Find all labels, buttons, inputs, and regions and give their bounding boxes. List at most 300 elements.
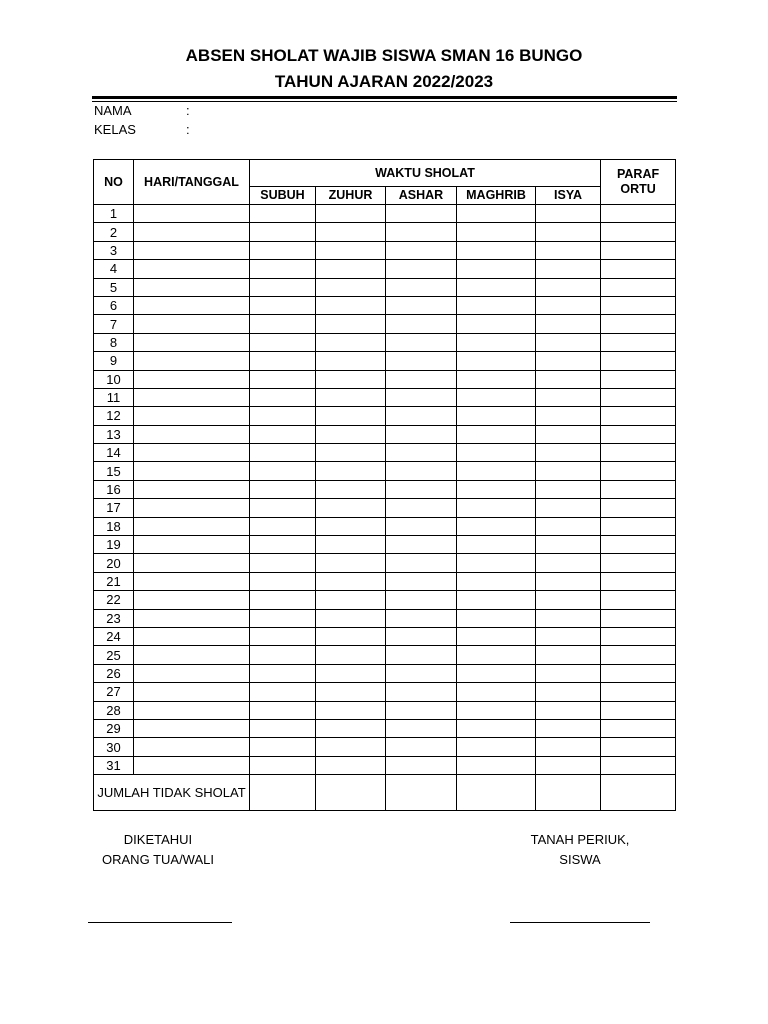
- zuhur-cell[interactable]: [316, 627, 386, 645]
- maghrib-cell[interactable]: [457, 572, 536, 590]
- maghrib-cell[interactable]: [457, 499, 536, 517]
- date-cell[interactable]: [134, 499, 250, 517]
- subuh-cell[interactable]: [250, 572, 316, 590]
- ashar-cell[interactable]: [386, 664, 457, 682]
- row-number: 19: [94, 536, 134, 554]
- maghrib-cell[interactable]: [457, 554, 536, 572]
- zuhur-cell[interactable]: [316, 738, 386, 756]
- zuhur-cell[interactable]: [316, 719, 386, 737]
- table-row: [94, 591, 676, 609]
- isya-cell[interactable]: [536, 388, 601, 406]
- isya-cell[interactable]: [536, 278, 601, 296]
- maghrib-cell[interactable]: [457, 609, 536, 627]
- ashar-cell[interactable]: [386, 278, 457, 296]
- paraf-cell[interactable]: [601, 554, 676, 572]
- zuhur-cell[interactable]: [316, 407, 386, 425]
- row-number: 1: [94, 205, 134, 223]
- total-isya[interactable]: [536, 775, 601, 811]
- isya-cell[interactable]: [536, 719, 601, 737]
- date-cell[interactable]: [134, 407, 250, 425]
- row-number: 15: [94, 462, 134, 480]
- paraf-cell[interactable]: [601, 407, 676, 425]
- table-row: [94, 664, 676, 682]
- zuhur-cell[interactable]: [316, 333, 386, 351]
- row-number: 22: [94, 591, 134, 609]
- total-ashar[interactable]: [386, 775, 457, 811]
- ashar-cell[interactable]: [386, 517, 457, 535]
- ashar-cell[interactable]: [386, 205, 457, 223]
- date-cell[interactable]: [134, 241, 250, 259]
- zuhur-cell[interactable]: [316, 756, 386, 774]
- table-row: [94, 572, 676, 590]
- table-row: [94, 407, 676, 425]
- ashar-cell[interactable]: [386, 756, 457, 774]
- row-number: 20: [94, 554, 134, 572]
- header-no: NO: [94, 160, 134, 205]
- zuhur-cell[interactable]: [316, 499, 386, 517]
- paraf-cell[interactable]: [601, 462, 676, 480]
- isya-cell[interactable]: [536, 572, 601, 590]
- table-row: [94, 517, 676, 535]
- zuhur-cell[interactable]: [316, 296, 386, 314]
- paraf-cell[interactable]: [601, 517, 676, 535]
- table-row: [94, 646, 676, 664]
- paraf-cell[interactable]: [601, 296, 676, 314]
- maghrib-cell[interactable]: [457, 664, 536, 682]
- ashar-cell[interactable]: [386, 241, 457, 259]
- paraf-cell[interactable]: [601, 278, 676, 296]
- paraf-cell[interactable]: [601, 444, 676, 462]
- subuh-cell[interactable]: [250, 554, 316, 572]
- paraf-cell[interactable]: [601, 591, 676, 609]
- paraf-cell[interactable]: [601, 701, 676, 719]
- subuh-cell[interactable]: [250, 278, 316, 296]
- date-cell[interactable]: [134, 683, 250, 701]
- ashar-cell[interactable]: [386, 296, 457, 314]
- total-subuh[interactable]: [250, 775, 316, 811]
- subuh-cell[interactable]: [250, 646, 316, 664]
- maghrib-cell[interactable]: [457, 536, 536, 554]
- zuhur-cell[interactable]: [316, 370, 386, 388]
- row-number: 29: [94, 719, 134, 737]
- subuh-cell[interactable]: [250, 296, 316, 314]
- table-row: [94, 719, 676, 737]
- paraf-cell[interactable]: [601, 352, 676, 370]
- ashar-cell[interactable]: [386, 370, 457, 388]
- subuh-cell[interactable]: [250, 315, 316, 333]
- row-number: 26: [94, 664, 134, 682]
- subuh-cell[interactable]: [250, 444, 316, 462]
- isya-cell[interactable]: [536, 609, 601, 627]
- table-row: [94, 444, 676, 462]
- ashar-cell[interactable]: [386, 333, 457, 351]
- subuh-cell[interactable]: [250, 388, 316, 406]
- subuh-cell[interactable]: [250, 701, 316, 719]
- paraf-cell[interactable]: [601, 756, 676, 774]
- subuh-cell[interactable]: [250, 462, 316, 480]
- ashar-cell[interactable]: [386, 499, 457, 517]
- row-number: 10: [94, 370, 134, 388]
- date-cell[interactable]: [134, 278, 250, 296]
- row-number: 30: [94, 738, 134, 756]
- maghrib-cell[interactable]: [457, 315, 536, 333]
- zuhur-cell[interactable]: [316, 683, 386, 701]
- paraf-cell[interactable]: [601, 425, 676, 443]
- row-number: 5: [94, 278, 134, 296]
- ashar-cell[interactable]: [386, 627, 457, 645]
- maghrib-cell[interactable]: [457, 407, 536, 425]
- paraf-cell[interactable]: [601, 205, 676, 223]
- maghrib-cell[interactable]: [457, 480, 536, 498]
- zuhur-cell[interactable]: [316, 260, 386, 278]
- row-number: 27: [94, 683, 134, 701]
- maghrib-cell[interactable]: [457, 223, 536, 241]
- row-number: 24: [94, 627, 134, 645]
- footer-student: [510, 830, 650, 870]
- maghrib-cell[interactable]: [457, 462, 536, 480]
- table-row: [94, 425, 676, 443]
- date-cell[interactable]: [134, 352, 250, 370]
- isya-cell[interactable]: [536, 701, 601, 719]
- ashar-cell[interactable]: [386, 609, 457, 627]
- zuhur-cell[interactable]: [316, 352, 386, 370]
- isya-cell[interactable]: [536, 205, 601, 223]
- date-cell[interactable]: [134, 627, 250, 645]
- zuhur-cell[interactable]: [316, 223, 386, 241]
- date-cell[interactable]: [134, 536, 250, 554]
- maghrib-cell[interactable]: [457, 425, 536, 443]
- isya-cell[interactable]: [536, 499, 601, 517]
- subuh-cell[interactable]: [250, 738, 316, 756]
- paraf-cell[interactable]: [601, 719, 676, 737]
- zuhur-cell[interactable]: [316, 591, 386, 609]
- subuh-cell[interactable]: [250, 407, 316, 425]
- zuhur-cell[interactable]: [316, 609, 386, 627]
- zuhur-cell[interactable]: [316, 517, 386, 535]
- paraf-cell[interactable]: [601, 609, 676, 627]
- maghrib-cell[interactable]: [457, 591, 536, 609]
- paraf-cell[interactable]: [601, 223, 676, 241]
- date-cell[interactable]: [134, 315, 250, 333]
- isya-cell[interactable]: [536, 664, 601, 682]
- zuhur-cell[interactable]: [316, 462, 386, 480]
- header-isya: ISYA: [536, 187, 601, 205]
- row-number: 21: [94, 572, 134, 590]
- row-number: 12: [94, 407, 134, 425]
- table-row: [94, 480, 676, 498]
- table-row: [94, 683, 676, 701]
- row-number: 7: [94, 315, 134, 333]
- field-nama: [94, 103, 190, 119]
- attendance-table: [93, 159, 676, 811]
- subuh-cell[interactable]: [250, 333, 316, 351]
- zuhur-cell[interactable]: [316, 315, 386, 333]
- isya-cell[interactable]: [536, 315, 601, 333]
- subuh-cell[interactable]: [250, 425, 316, 443]
- paraf-cell[interactable]: [601, 627, 676, 645]
- table-row: [94, 462, 676, 480]
- isya-cell[interactable]: [536, 352, 601, 370]
- paraf-cell[interactable]: [601, 738, 676, 756]
- isya-cell[interactable]: [536, 646, 601, 664]
- maghrib-cell[interactable]: [457, 646, 536, 664]
- ashar-cell[interactable]: [386, 388, 457, 406]
- isya-cell[interactable]: [536, 627, 601, 645]
- ashar-cell[interactable]: [386, 223, 457, 241]
- subuh-cell[interactable]: [250, 591, 316, 609]
- paraf-cell[interactable]: [601, 241, 676, 259]
- ashar-cell[interactable]: [386, 738, 457, 756]
- ashar-cell[interactable]: [386, 554, 457, 572]
- maghrib-cell[interactable]: [457, 388, 536, 406]
- ashar-cell[interactable]: [386, 572, 457, 590]
- paraf-cell[interactable]: [601, 480, 676, 498]
- date-cell[interactable]: [134, 554, 250, 572]
- zuhur-cell[interactable]: [316, 241, 386, 259]
- ashar-cell[interactable]: [386, 683, 457, 701]
- ashar-cell[interactable]: [386, 260, 457, 278]
- subuh-cell[interactable]: [250, 352, 316, 370]
- date-cell[interactable]: [134, 205, 250, 223]
- subuh-cell[interactable]: [250, 205, 316, 223]
- paraf-cell[interactable]: [601, 683, 676, 701]
- row-number: 11: [94, 388, 134, 406]
- row-number: 17: [94, 499, 134, 517]
- header-subuh: SUBUH: [250, 187, 316, 205]
- row-number: 9: [94, 352, 134, 370]
- zuhur-cell[interactable]: [316, 646, 386, 664]
- row-number: 14: [94, 444, 134, 462]
- table-row: [94, 315, 676, 333]
- ashar-cell[interactable]: [386, 591, 457, 609]
- date-cell[interactable]: [134, 444, 250, 462]
- zuhur-cell[interactable]: [316, 444, 386, 462]
- zuhur-cell[interactable]: [316, 536, 386, 554]
- subuh-cell[interactable]: [250, 260, 316, 278]
- paraf-cell[interactable]: [601, 388, 676, 406]
- isya-cell[interactable]: [536, 260, 601, 278]
- maghrib-cell[interactable]: [457, 296, 536, 314]
- zuhur-cell[interactable]: [316, 425, 386, 443]
- signature-line-parent: [88, 922, 232, 923]
- table-row: [94, 241, 676, 259]
- isya-cell[interactable]: [536, 683, 601, 701]
- row-number: 28: [94, 701, 134, 719]
- date-cell[interactable]: [134, 591, 250, 609]
- date-cell[interactable]: [134, 425, 250, 443]
- zuhur-cell[interactable]: [316, 572, 386, 590]
- date-cell[interactable]: [134, 480, 250, 498]
- maghrib-cell[interactable]: [457, 683, 536, 701]
- subuh-cell[interactable]: [250, 683, 316, 701]
- date-cell[interactable]: [134, 572, 250, 590]
- zuhur-cell[interactable]: [316, 480, 386, 498]
- table-row: [94, 223, 676, 241]
- maghrib-cell[interactable]: [457, 260, 536, 278]
- isya-cell[interactable]: [536, 407, 601, 425]
- zuhur-cell[interactable]: [316, 554, 386, 572]
- isya-cell[interactable]: [536, 425, 601, 443]
- date-cell[interactable]: [134, 719, 250, 737]
- subuh-cell[interactable]: [250, 480, 316, 498]
- ashar-cell[interactable]: [386, 315, 457, 333]
- total-zuhur[interactable]: [316, 775, 386, 811]
- date-cell[interactable]: [134, 223, 250, 241]
- table-row: [94, 756, 676, 774]
- row-number: 16: [94, 480, 134, 498]
- paraf-cell[interactable]: [601, 260, 676, 278]
- date-cell[interactable]: [134, 646, 250, 664]
- table-row: [94, 296, 676, 314]
- ashar-cell[interactable]: [386, 407, 457, 425]
- date-cell[interactable]: [134, 370, 250, 388]
- zuhur-cell[interactable]: [316, 388, 386, 406]
- ashar-cell[interactable]: [386, 480, 457, 498]
- zuhur-cell[interactable]: [316, 205, 386, 223]
- table-row: [94, 701, 676, 719]
- row-number: 2: [94, 223, 134, 241]
- date-cell[interactable]: [134, 701, 250, 719]
- maghrib-cell[interactable]: [457, 370, 536, 388]
- paraf-cell[interactable]: [601, 536, 676, 554]
- date-cell[interactable]: [134, 296, 250, 314]
- table-row: [94, 738, 676, 756]
- isya-cell[interactable]: [536, 480, 601, 498]
- field-nama-sep: :: [186, 103, 190, 118]
- isya-cell[interactable]: [536, 296, 601, 314]
- ashar-cell[interactable]: [386, 536, 457, 554]
- date-cell[interactable]: [134, 388, 250, 406]
- maghrib-cell[interactable]: [457, 701, 536, 719]
- subuh-cell[interactable]: [250, 223, 316, 241]
- date-cell[interactable]: [134, 333, 250, 351]
- table-row: [94, 260, 676, 278]
- field-nama-label: NAMA: [94, 103, 132, 118]
- date-cell[interactable]: [134, 609, 250, 627]
- subuh-cell[interactable]: [250, 664, 316, 682]
- zuhur-cell[interactable]: [316, 664, 386, 682]
- subuh-cell[interactable]: [250, 517, 316, 535]
- footer-parent: [88, 830, 228, 870]
- ashar-cell[interactable]: [386, 719, 457, 737]
- maghrib-cell[interactable]: [457, 719, 536, 737]
- paraf-cell[interactable]: [601, 664, 676, 682]
- subuh-cell[interactable]: [250, 499, 316, 517]
- row-number: 13: [94, 425, 134, 443]
- table-row: [94, 388, 676, 406]
- isya-cell[interactable]: [536, 333, 601, 351]
- table-row: [94, 609, 676, 627]
- isya-cell[interactable]: [536, 223, 601, 241]
- footer-left-line1: DIKETAHUI: [123, 832, 193, 847]
- isya-cell[interactable]: [536, 591, 601, 609]
- header-waktu-sholat: WAKTU SHOLAT: [250, 160, 601, 187]
- date-cell[interactable]: [134, 517, 250, 535]
- header-zuhur: ZUHUR: [316, 187, 386, 205]
- date-cell[interactable]: [134, 462, 250, 480]
- isya-cell[interactable]: [536, 536, 601, 554]
- maghrib-cell[interactable]: [457, 627, 536, 645]
- maghrib-cell[interactable]: [457, 205, 536, 223]
- maghrib-cell[interactable]: [457, 738, 536, 756]
- signature-line-student: [510, 922, 650, 923]
- date-cell[interactable]: [134, 260, 250, 278]
- ashar-cell[interactable]: [386, 352, 457, 370]
- subuh-cell[interactable]: [250, 370, 316, 388]
- ashar-cell[interactable]: [386, 444, 457, 462]
- total-label: JUMLAH TIDAK SHOLAT: [94, 775, 250, 811]
- subuh-cell[interactable]: [250, 241, 316, 259]
- document-title: ABSEN SHOLAT WAJIB SISWA SMAN 16 BUNGO: [185, 46, 583, 65]
- subuh-cell[interactable]: [250, 536, 316, 554]
- paraf-cell[interactable]: [601, 572, 676, 590]
- table-row: [94, 333, 676, 351]
- field-kelas: [94, 122, 190, 138]
- row-number: 6: [94, 296, 134, 314]
- table-row: [94, 370, 676, 388]
- ashar-cell[interactable]: [386, 462, 457, 480]
- maghrib-cell[interactable]: [457, 278, 536, 296]
- subuh-cell[interactable]: [250, 609, 316, 627]
- subuh-cell[interactable]: [250, 756, 316, 774]
- maghrib-cell[interactable]: [457, 756, 536, 774]
- table-row: [94, 554, 676, 572]
- isya-cell[interactable]: [536, 738, 601, 756]
- paraf-cell[interactable]: [601, 370, 676, 388]
- subuh-cell[interactable]: [250, 719, 316, 737]
- isya-cell[interactable]: [536, 756, 601, 774]
- isya-cell[interactable]: [536, 462, 601, 480]
- isya-cell[interactable]: [536, 554, 601, 572]
- paraf-cell[interactable]: [601, 646, 676, 664]
- footer-right-line1: TANAH PERIUK,: [530, 832, 630, 847]
- date-cell[interactable]: [134, 738, 250, 756]
- row-number: 23: [94, 609, 134, 627]
- table-row: [94, 499, 676, 517]
- maghrib-cell[interactable]: [457, 333, 536, 351]
- maghrib-cell[interactable]: [457, 517, 536, 535]
- date-cell[interactable]: [134, 664, 250, 682]
- zuhur-cell[interactable]: [316, 701, 386, 719]
- total-paraf[interactable]: [601, 775, 676, 811]
- header-rule-thin: [92, 101, 677, 102]
- header-date: HARI/TANGGAL: [134, 160, 250, 205]
- row-number: 8: [94, 333, 134, 351]
- maghrib-cell[interactable]: [457, 352, 536, 370]
- paraf-cell[interactable]: [601, 333, 676, 351]
- paraf-cell[interactable]: [601, 315, 676, 333]
- header-maghrib: MAGHRIB: [457, 187, 536, 205]
- row-number: 3: [94, 241, 134, 259]
- ashar-cell[interactable]: [386, 646, 457, 664]
- maghrib-cell[interactable]: [457, 444, 536, 462]
- zuhur-cell[interactable]: [316, 278, 386, 296]
- isya-cell[interactable]: [536, 517, 601, 535]
- isya-cell[interactable]: [536, 370, 601, 388]
- isya-cell[interactable]: [536, 444, 601, 462]
- ashar-cell[interactable]: [386, 701, 457, 719]
- table-row: [94, 536, 676, 554]
- subuh-cell[interactable]: [250, 627, 316, 645]
- isya-cell[interactable]: [536, 241, 601, 259]
- table-row: [94, 352, 676, 370]
- row-number: 4: [94, 260, 134, 278]
- paraf-cell[interactable]: [601, 499, 676, 517]
- total-maghrib[interactable]: [457, 775, 536, 811]
- date-cell[interactable]: [134, 756, 250, 774]
- ashar-cell[interactable]: [386, 425, 457, 443]
- maghrib-cell[interactable]: [457, 241, 536, 259]
